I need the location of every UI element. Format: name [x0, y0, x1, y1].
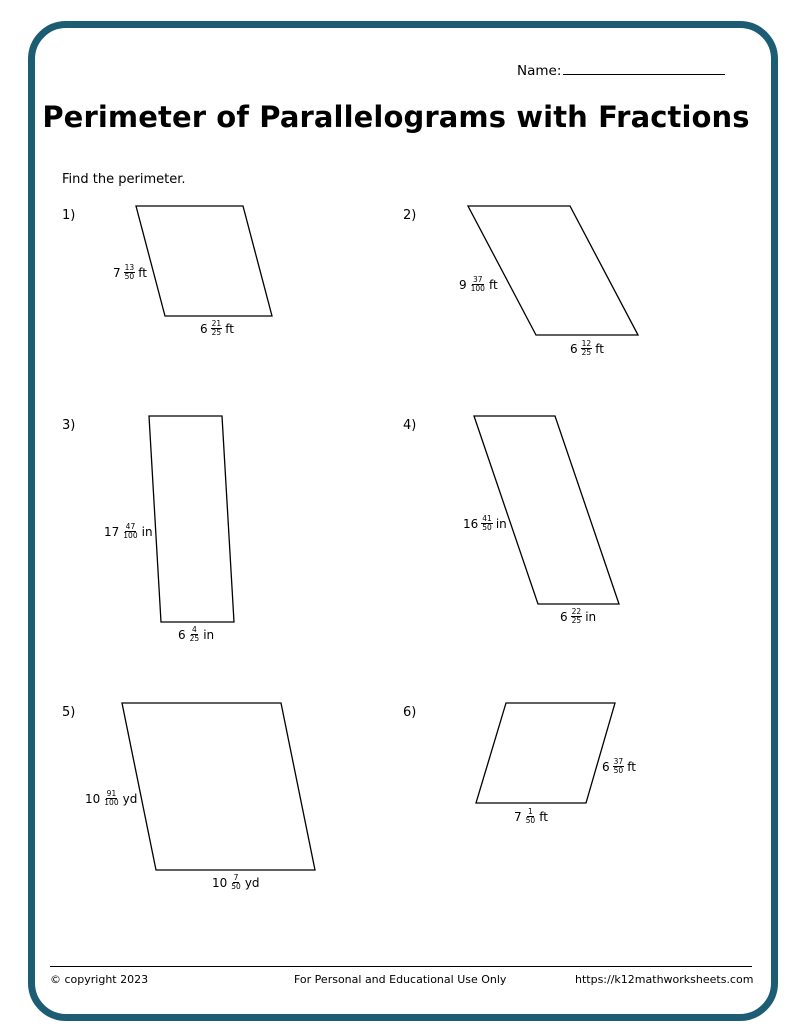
- side-length-label: 17 $\frac{47}{100}$ in: [104, 522, 153, 540]
- base-length-label: 6 $\frac{12}{25}$ ft: [570, 339, 604, 357]
- parallelogram-4: [474, 416, 619, 604]
- parallelogram-1: [136, 206, 272, 316]
- side-length-label: 10 $\frac{91}{100}$ yd: [85, 789, 138, 807]
- base-length-label: 6 $\frac{22}{25}$ in: [560, 607, 597, 625]
- footer-website-link[interactable]: https://k12mathworksheets.com: [575, 973, 754, 986]
- base-length-label: 10 $\frac{7}{50}$ yd: [212, 873, 260, 891]
- parallelogram-5: [122, 703, 315, 870]
- side-length-label: 16 $\frac{41}{50}$ in: [463, 514, 507, 532]
- base-length-label: 7 $\frac{1}{50}$ ft: [514, 807, 548, 825]
- name-label: Name:: [517, 63, 562, 79]
- instructions: Find the perimeter.: [62, 172, 186, 187]
- side-length-label: 9 $\frac{37}{100}$ ft: [459, 275, 498, 293]
- side-length-label: 7 $\frac{13}{50}$ ft: [113, 263, 147, 281]
- problem-number: 6): [403, 705, 417, 720]
- problem-number: 5): [62, 705, 76, 720]
- problem-number: 1): [62, 208, 76, 223]
- parallelogram-3: [149, 416, 234, 622]
- footer-usage-note: For Personal and Educational Use Only: [294, 973, 507, 986]
- problem-number: 2): [403, 208, 417, 223]
- base-length-label: 6 $\frac{4}{25}$ in: [178, 625, 215, 643]
- problem-number: 3): [62, 418, 76, 433]
- footer-copyright: © copyright 2023: [50, 973, 149, 986]
- side-length-label: 6 $\frac{37}{50}$ ft: [602, 757, 636, 775]
- problem-number: 4): [403, 418, 417, 433]
- parallelogram-6: [476, 703, 615, 803]
- footer-divider: [50, 966, 752, 967]
- worksheet-title: Perimeter of Parallelograms with Fractions: [42, 100, 750, 134]
- base-length-label: 6 $\frac{21}{25}$ ft: [200, 319, 234, 337]
- parallelogram-2: [468, 206, 638, 335]
